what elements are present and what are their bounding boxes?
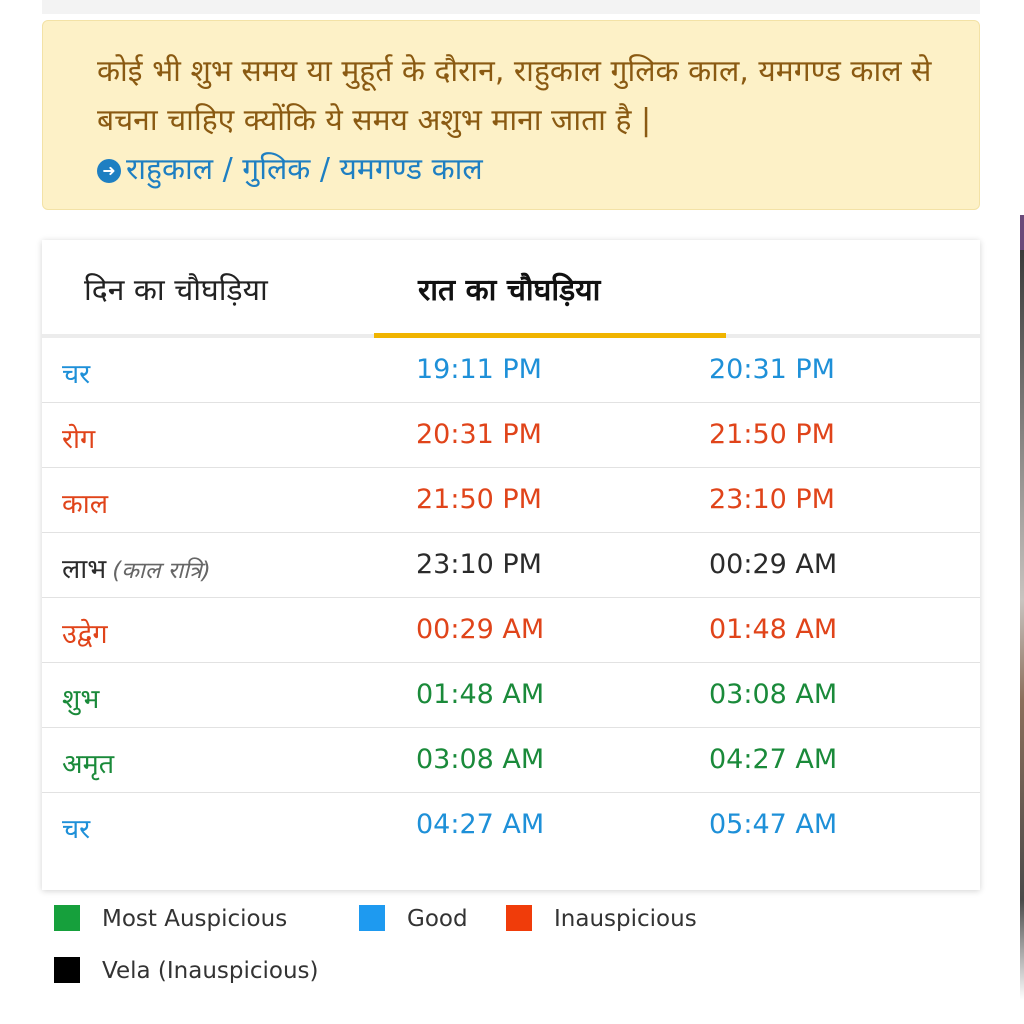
tab-night-choghadiya[interactable]: रात का चौघड़िया — [418, 273, 601, 308]
table-row — [42, 598, 980, 663]
rahukaal-link-label: राहुकाल / गुलिक / यमगण्ड काल — [126, 152, 483, 187]
choghadiya-name — [62, 354, 90, 391]
start-time: 03:08 AM — [416, 744, 545, 775]
table-row — [42, 533, 980, 598]
top-divider — [42, 0, 980, 14]
legend-swatch-vela — [54, 957, 80, 983]
choghadiya-name — [62, 679, 99, 716]
table-row — [42, 403, 980, 468]
tab-bar — [42, 240, 980, 338]
start-time: 21:50 PM — [416, 484, 542, 515]
choghadiya-name-text: अमृत — [62, 749, 115, 780]
table-row — [42, 663, 980, 728]
end-time: 04:27 AM — [709, 744, 838, 775]
legend-good — [359, 906, 468, 933]
choghadiya-note: (काल रात्रि) — [112, 558, 211, 584]
choghadiya-name-text: चर — [62, 814, 91, 845]
start-time: 00:29 AM — [416, 614, 545, 645]
rahukaal-link[interactable] — [97, 152, 483, 187]
legend-most-auspicious — [54, 906, 287, 933]
choghadiya-name-text: रोग — [62, 424, 96, 455]
start-time: 23:10 PM — [416, 549, 542, 580]
notice-text: कोई भी शुभ समय या मुहूर्त के दौरान, राहुकाल गुलिक काल, यमगण्ड काल से बचना चाहिए क्योंकि ये समय अशुभ माना जाता है | — [97, 54, 932, 138]
legend-vela — [54, 958, 319, 985]
start-time: 19:11 PM — [416, 354, 542, 385]
end-time: 03:08 AM — [709, 679, 838, 710]
end-time: 00:29 AM — [709, 549, 838, 580]
choghadiya-name-text: काल — [62, 489, 109, 520]
right-edge-background — [1020, 0, 1024, 1024]
choghadiya-name-text: चर — [62, 359, 91, 390]
table-row — [42, 793, 980, 857]
end-time: 01:48 AM — [709, 614, 838, 645]
choghadiya-table — [42, 338, 980, 857]
choghadiya-name — [62, 549, 211, 586]
choghadiya-name — [62, 419, 95, 456]
legend-label: Most Auspicious — [102, 906, 288, 932]
legend-label: Good — [407, 906, 468, 932]
end-time: 20:31 PM — [709, 354, 835, 385]
end-time: 23:10 PM — [709, 484, 835, 515]
end-time: 21:50 PM — [709, 419, 835, 450]
start-time: 04:27 AM — [416, 809, 545, 840]
legend-label: Inauspicious — [554, 906, 697, 932]
choghadiya-name-text: लाभ — [62, 554, 107, 585]
start-time: 20:31 PM — [416, 419, 542, 450]
notice-box — [42, 20, 980, 210]
choghadiya-card — [42, 240, 980, 890]
choghadiya-name — [62, 744, 114, 781]
legend-swatch-most-auspicious — [54, 905, 80, 931]
choghadiya-name — [62, 614, 108, 651]
end-time: 05:47 AM — [709, 809, 838, 840]
choghadiya-name-text: शुभ — [62, 684, 100, 715]
choghadiya-name — [62, 484, 108, 521]
choghadiya-name-text: उद्वेग — [62, 619, 108, 650]
arrow-right-circle-icon: ➜ — [97, 159, 121, 183]
choghadiya-name — [62, 809, 90, 846]
table-row — [42, 728, 980, 793]
table-row — [42, 468, 980, 533]
legend-inauspicious — [506, 906, 697, 933]
start-time: 01:48 AM — [416, 679, 545, 710]
legend-label: Vela (Inauspicious) — [102, 958, 319, 984]
legend-swatch-good — [359, 905, 385, 931]
tab-day-choghadiya[interactable]: दिन का चौघड़िया — [84, 273, 268, 308]
legend-swatch-inauspicious — [506, 905, 532, 931]
table-row — [42, 338, 980, 403]
